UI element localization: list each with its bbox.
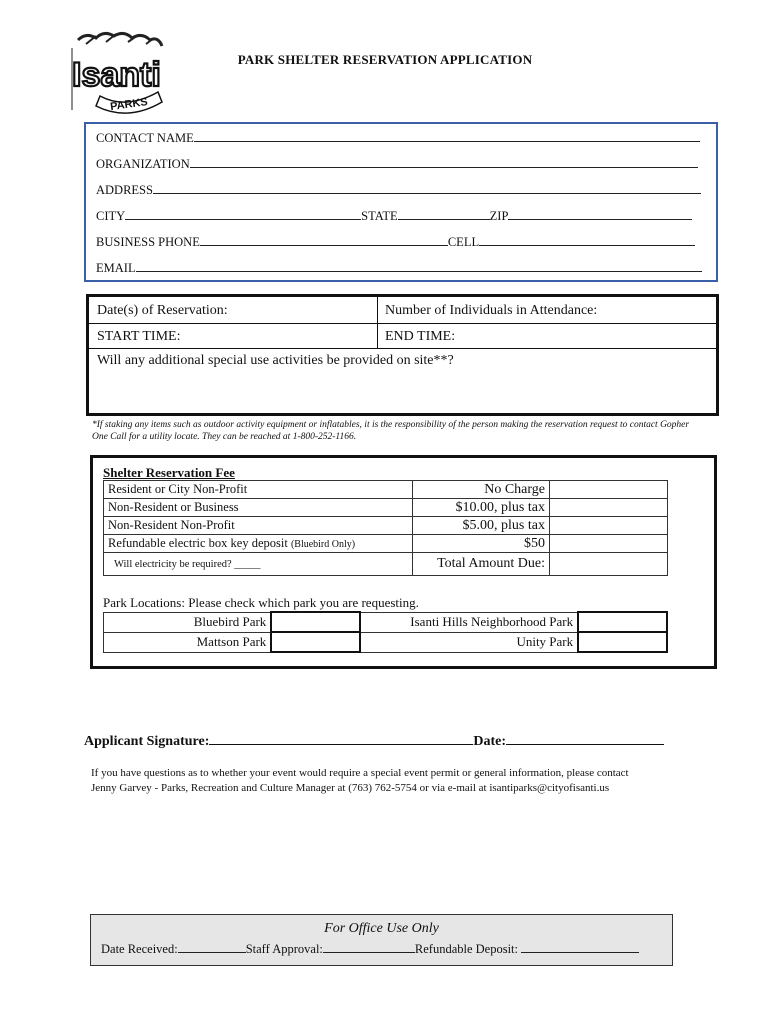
reservation-details-section — [86, 294, 719, 416]
applicant-signature-field[interactable] — [209, 733, 473, 745]
park-row — [104, 612, 668, 632]
business-phone-field[interactable] — [200, 234, 448, 246]
fee-row — [104, 517, 668, 535]
contact-name-label: CONTACT NAME — [96, 131, 194, 145]
staff-approval-field[interactable] — [323, 941, 415, 953]
email-field[interactable] — [136, 260, 702, 272]
office-use-section — [90, 914, 673, 966]
fee-label-note: (Bluebird Only) — [290, 539, 356, 550]
zip-label: ZIP — [489, 209, 509, 223]
fee-label: Non-Resident Non-Profit — [104, 517, 413, 535]
special-use-question[interactable]: Will any additional special use activities be provided on site**? — [97, 353, 454, 368]
organization-field[interactable] — [190, 156, 698, 168]
applicant-signature-label: Applicant Signature: — [84, 734, 210, 749]
fee-entry-cell[interactable] — [550, 535, 668, 553]
fee-entry-cell[interactable] — [550, 481, 668, 499]
logo-sub-text: PARKS — [109, 96, 149, 114]
office-use-title: For Office Use Only — [324, 921, 439, 936]
state-label: STATE — [361, 209, 398, 223]
reservation-dates-field[interactable]: Date(s) of Reservation: — [97, 303, 228, 318]
cell-label: CELL — [447, 235, 480, 249]
electricity-question[interactable]: Will electricity be required? _____ — [104, 553, 413, 576]
contact-info-paragraph — [91, 766, 711, 796]
fee-amount: $5.00, plus tax — [413, 517, 550, 535]
park-checkbox-isanti-hills[interactable] — [578, 612, 667, 632]
contact-name-field[interactable] — [194, 130, 700, 142]
address-label: ADDRESS — [96, 183, 153, 197]
date-received-field[interactable] — [178, 941, 246, 953]
fee-amount: $50 — [413, 535, 550, 553]
fee-row — [104, 481, 668, 499]
park-locations-table — [103, 611, 668, 653]
start-time-field[interactable]: START TIME: — [97, 329, 181, 344]
organization-label: ORGANIZATION — [96, 157, 190, 171]
signature-line — [84, 733, 664, 750]
staff-approval-label: Staff Approval: — [245, 942, 323, 956]
fee-amount: No Charge — [413, 481, 550, 499]
cell-field[interactable] — [479, 234, 695, 246]
address-field[interactable] — [153, 182, 701, 194]
fee-title: Shelter Reservation Fee — [103, 465, 235, 480]
fee-label: Resident or City Non-Profit — [104, 481, 413, 499]
isanti-parks-logo — [66, 30, 174, 116]
refundable-deposit-field[interactable] — [521, 941, 639, 953]
date-received-label: Date Received: — [101, 942, 178, 956]
fee-entry-cell[interactable] — [550, 517, 668, 535]
email-label: EMAIL — [96, 261, 136, 275]
park-row — [104, 632, 668, 652]
zip-field[interactable] — [508, 208, 692, 220]
contact-info-section — [84, 122, 718, 282]
fee-label: Refundable electric box key deposit (Bluebird Only) — [104, 535, 413, 553]
park-locations-title: Park Locations: Please check which park you are requesting. — [103, 595, 419, 610]
total-amount-field[interactable] — [550, 553, 668, 576]
business-phone-label: BUSINESS PHONE — [96, 235, 200, 249]
state-field[interactable] — [398, 208, 490, 220]
fee-table — [103, 480, 668, 576]
signature-date-field[interactable] — [506, 733, 664, 745]
fee-label: Non-Resident or Business — [104, 499, 413, 517]
fee-amount: $10.00, plus tax — [413, 499, 550, 517]
park-name-bluebird: Bluebird Park — [104, 612, 272, 632]
park-checkbox-bluebird[interactable] — [271, 612, 360, 632]
logo-main-text: Isanti — [72, 56, 161, 94]
park-checkbox-unity[interactable] — [578, 632, 667, 652]
park-name-isanti-hills: Isanti Hills Neighborhood Park — [360, 612, 578, 632]
form-title: PARK SHELTER RESERVATION APPLICATION — [237, 52, 533, 67]
park-checkbox-mattson[interactable] — [271, 632, 360, 652]
info-line: Jenny Garvey - Parks, Recreation and Culture Manager at (763) 762-5754 or via e-mail at isantiparks@cityofisanti.us — [91, 782, 610, 794]
utility-locate-note: *If staking any items such as outdoor activity equipment or inflatables, it is the responsibility of the person making the reservation request to contact Gopher One Call for a utility locate. They can be reached at 1-800-252-1166. — [92, 420, 690, 442]
city-label: CITY — [96, 209, 126, 223]
fee-row — [104, 499, 668, 517]
park-name-mattson: Mattson Park — [104, 632, 272, 652]
attendance-count-field[interactable]: Number of Individuals in Attendance: — [385, 303, 598, 318]
info-line: If you have questions as to whether your event would require a special event permit or general information, please contact — [91, 767, 629, 779]
city-field[interactable] — [125, 208, 361, 220]
fee-entry-cell[interactable] — [550, 499, 668, 517]
signature-date-label: Date: — [473, 734, 507, 749]
fee-section — [90, 455, 717, 669]
park-name-unity: Unity Park — [360, 632, 578, 652]
fee-row — [104, 535, 668, 553]
total-amount-label: Total Amount Due: — [413, 553, 550, 576]
fee-row — [104, 553, 668, 576]
refundable-deposit-label: Refundable Deposit: — [414, 942, 519, 956]
end-time-field[interactable]: END TIME: — [385, 329, 456, 344]
